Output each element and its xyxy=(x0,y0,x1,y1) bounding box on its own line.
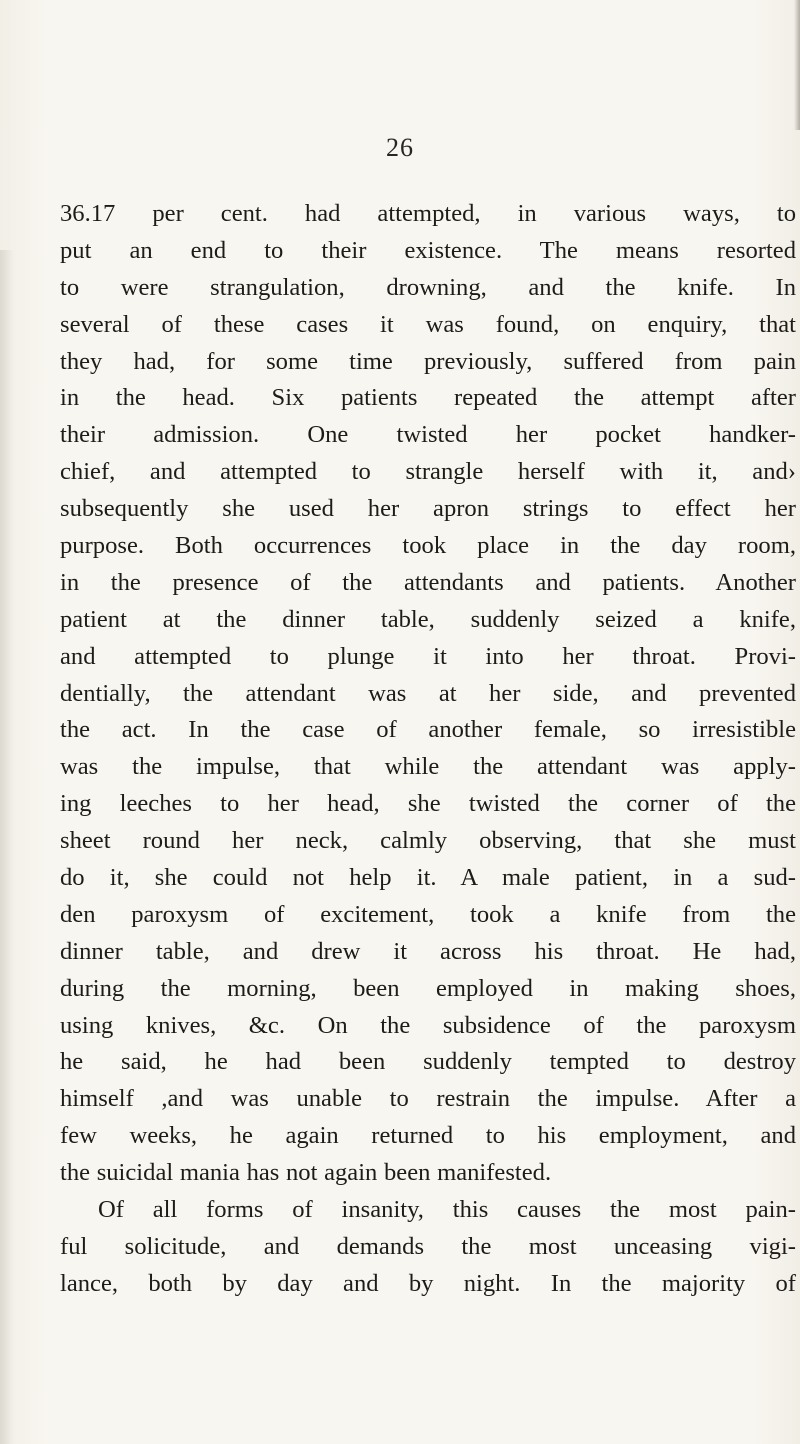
text-line: den paroxysm of excitement, took a knife from the xyxy=(60,900,796,928)
text-line: dentially, the attendant was at her side, and prevented xyxy=(60,679,796,707)
text-line: they had, for some time previously, suffered from pain xyxy=(60,347,796,375)
text-line: the suicidal mania has not again been manifested. xyxy=(60,1159,552,1187)
text-line: put an end to their existence. The means resorted xyxy=(60,236,796,264)
text-line: purpose. Both occurrences took place in the day room, xyxy=(60,532,796,560)
text-line: their admission. One twisted her pocket handker- xyxy=(60,421,796,449)
text-line: was the impulse, that while the attendant was apply- xyxy=(60,753,796,781)
text-line: lance, both by day and by night. In the majority of xyxy=(60,1269,796,1297)
text-line: dinner table, and drew it across his throat. He had, xyxy=(60,937,796,965)
text-line: do it, she could not help it. A male patient, in a sud- xyxy=(60,864,796,892)
text-line: himself ,and was unable to restrain the impulse. After a xyxy=(60,1085,796,1113)
text-line: Of all forms of insanity, this causes the most pain- xyxy=(98,1196,796,1224)
text-line: ful solicitude, and demands the most unceasing vigi- xyxy=(60,1232,796,1260)
text-line: patient at the dinner table, suddenly seized a knife, xyxy=(60,605,796,633)
page-number: 26 xyxy=(386,133,414,162)
binding-shadow xyxy=(0,250,14,1444)
text-line: he said, he had been suddenly tempted to destroy xyxy=(60,1048,796,1076)
text-line: 36.17 per cent. had attempted, in various ways, to xyxy=(60,200,796,227)
text-line: using knives, &c. On the subsidence of the paroxysm xyxy=(60,1011,796,1039)
text-line: in the presence of the attendants and patients. Another xyxy=(60,568,796,596)
text-line: sheet round her neck, calmly observing, that she must xyxy=(60,827,796,855)
text-line: subsequently she used her apron strings to effect her xyxy=(60,495,796,523)
page-edge-shadow xyxy=(794,0,800,130)
body-text xyxy=(60,196,796,1303)
text-line: in the head. Six patients repeated the attempt after xyxy=(60,384,796,412)
text-line: to were strangulation, drowning, and the knife. In xyxy=(60,273,796,301)
text-line: several of these cases it was found, on enquiry, that xyxy=(60,310,796,338)
text-line: ing leeches to her head, she twisted the corner of the xyxy=(60,790,796,818)
text-line: few weeks, he again returned to his employment, and xyxy=(60,1122,796,1150)
text-line: chief, and attempted to strangle herself with it, and› xyxy=(60,458,796,486)
text-line: the act. In the case of another female, so irresistible xyxy=(60,716,796,744)
text-line: during the morning, been employed in making shoes, xyxy=(60,974,796,1002)
text-line: and attempted to plunge it into her throat. Provi- xyxy=(60,642,796,670)
